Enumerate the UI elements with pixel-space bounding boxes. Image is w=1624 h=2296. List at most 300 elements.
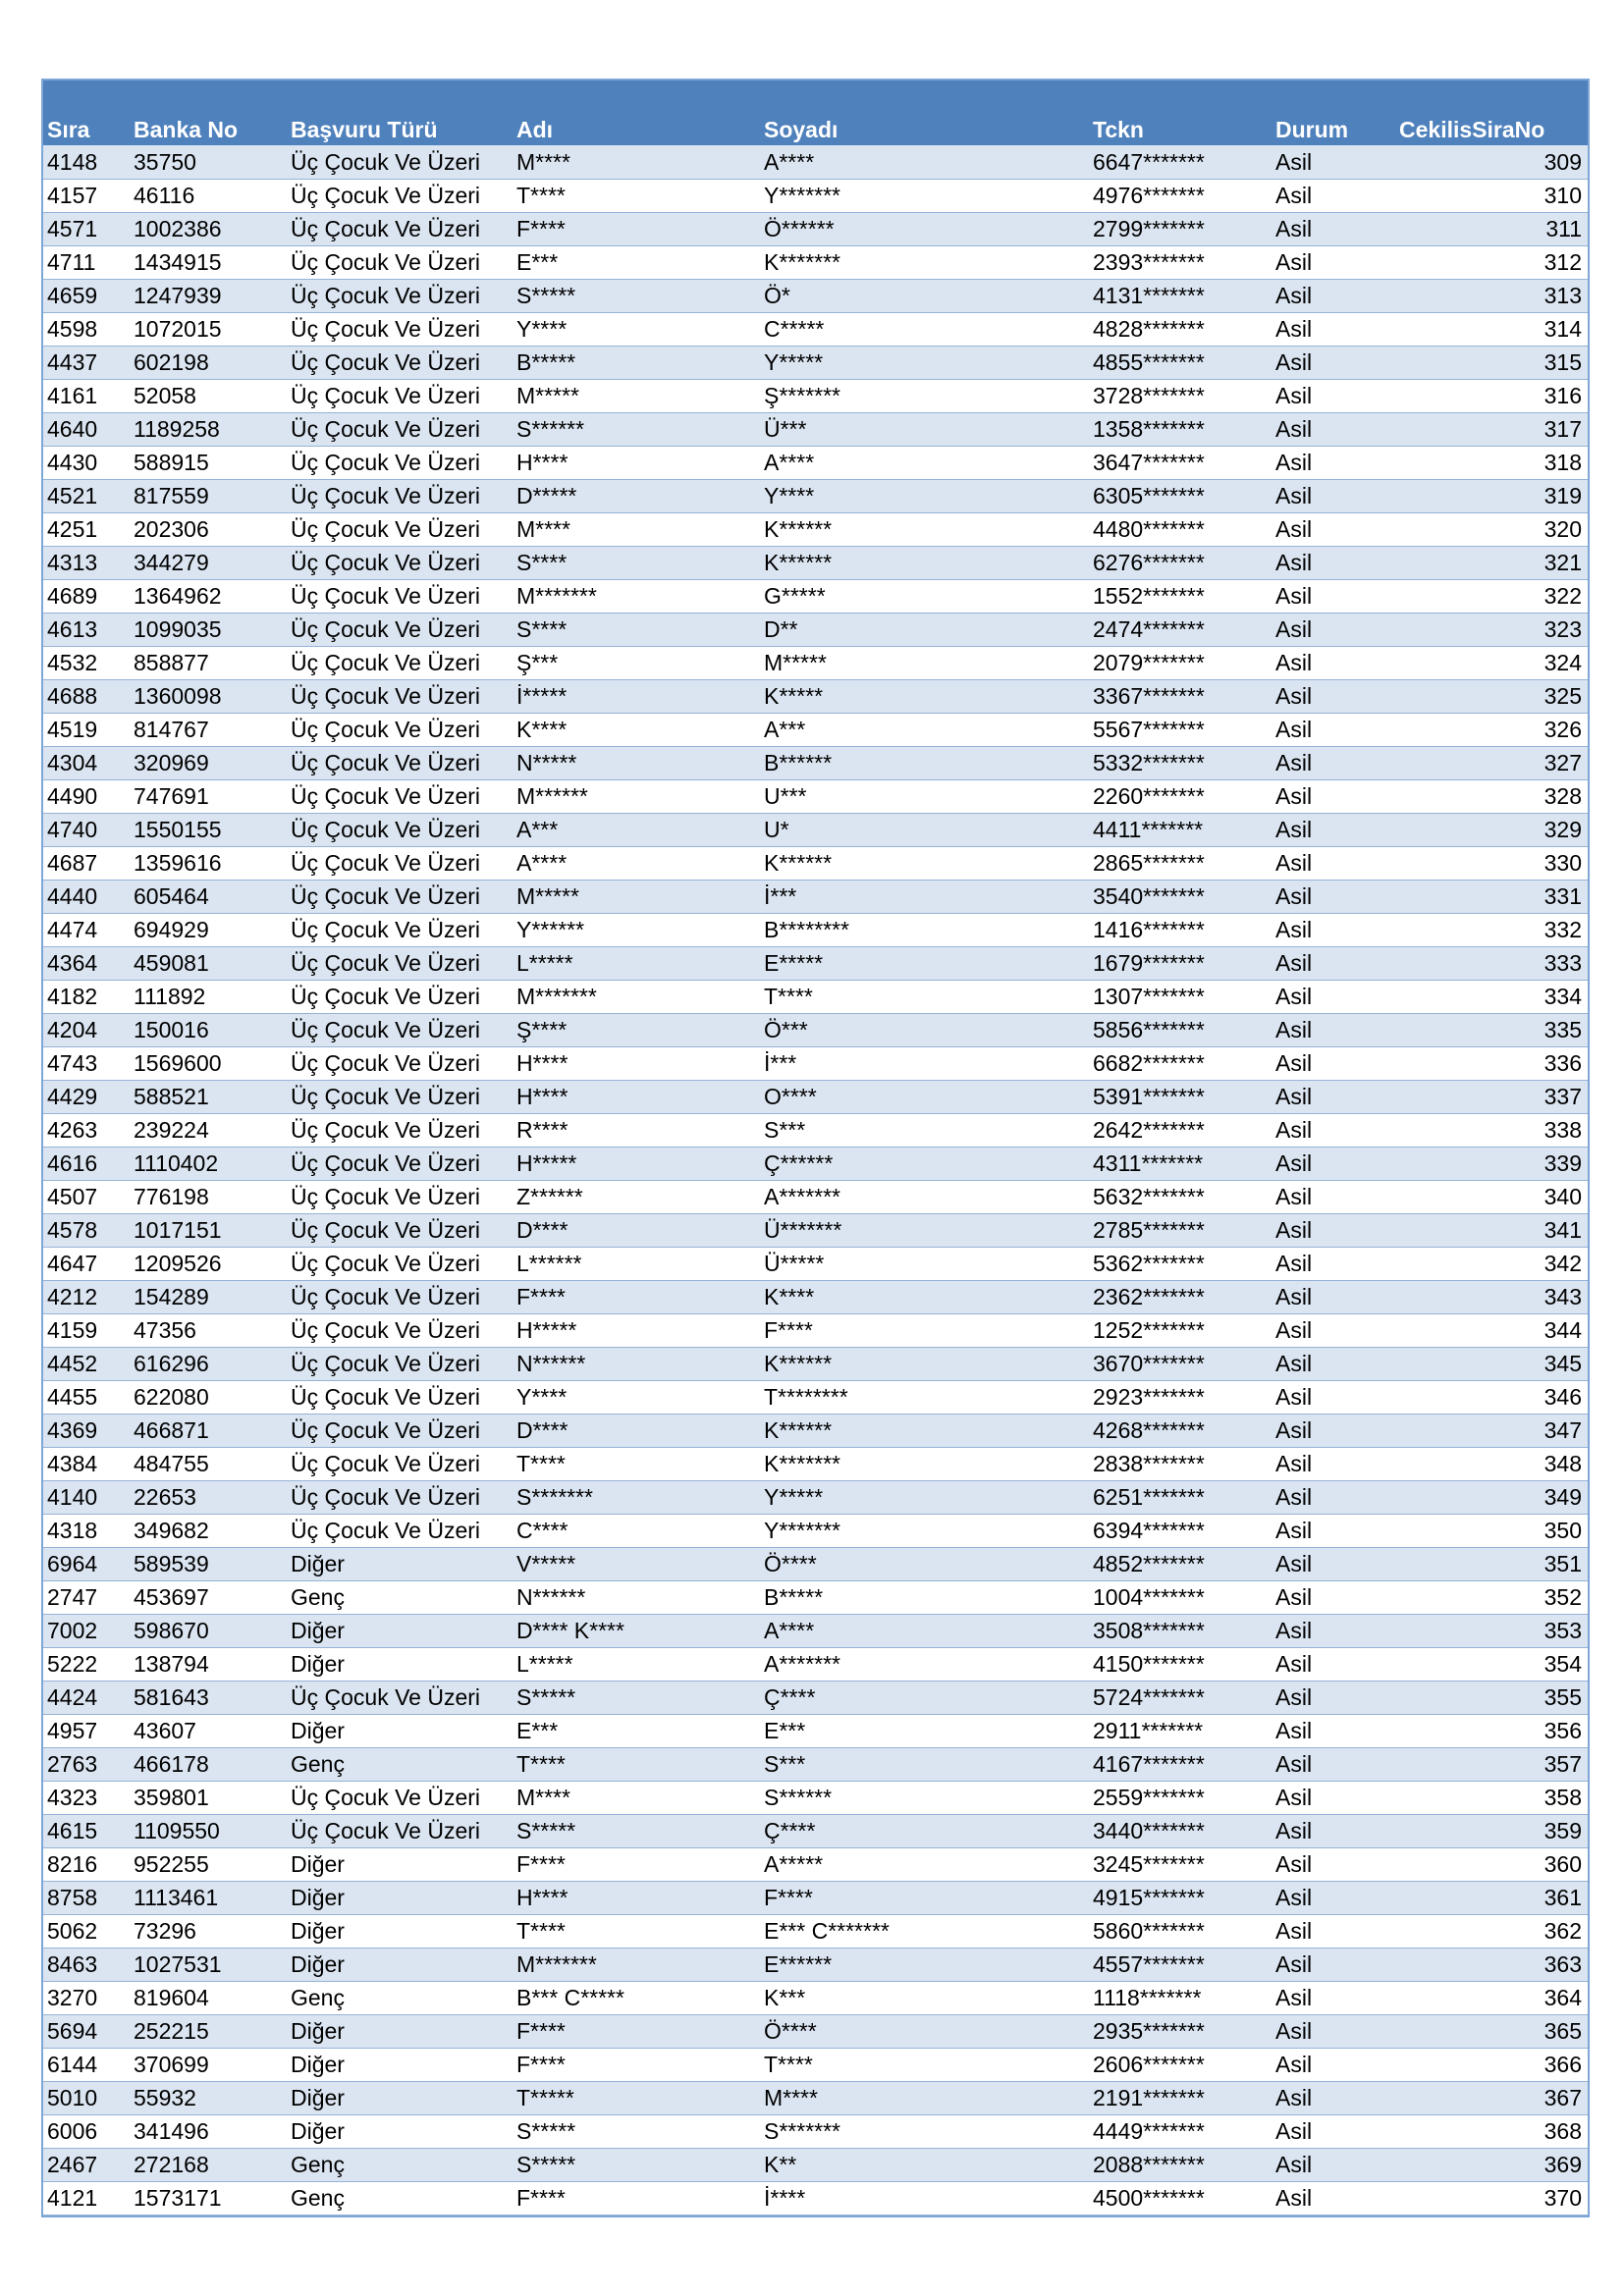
cell-banka-no: 1364962 — [130, 579, 287, 613]
cell-tckn: 2079******* — [1089, 646, 1272, 679]
cell-basvuru-turu: Genç — [287, 1580, 513, 1614]
cell-tckn: 6276******* — [1089, 546, 1272, 579]
cell-tckn: 3440******* — [1089, 1814, 1272, 1847]
cell-durum: Asil — [1272, 2114, 1395, 2148]
cell-tckn: 5391******* — [1089, 1080, 1272, 1113]
cell-adi: M***** — [513, 880, 760, 913]
cell-basvuru-turu: Üç Çocuk Ve Üzeri — [287, 346, 513, 379]
table-row — [43, 2114, 1588, 2148]
cell-soyadi: İ**** — [760, 2181, 1089, 2215]
cell-cekilis-sira-no: 367 — [1395, 2081, 1588, 2114]
cell-adi: A**** — [513, 846, 760, 880]
cell-adi: S****** — [513, 412, 760, 446]
cell-durum: Asil — [1272, 1948, 1395, 1981]
cell-banka-no: 320969 — [130, 746, 287, 779]
cell-basvuru-turu: Üç Çocuk Ve Üzeri — [287, 1480, 513, 1514]
cell-tckn: 4852******* — [1089, 1547, 1272, 1580]
cell-cekilis-sira-no: 340 — [1395, 1180, 1588, 1213]
cell-tckn: 2923******* — [1089, 1380, 1272, 1414]
cell-basvuru-turu: Diğer — [287, 1948, 513, 1981]
cell-basvuru-turu: Üç Çocuk Ve Üzeri — [287, 1147, 513, 1180]
cell-sira: 4507 — [43, 1180, 130, 1213]
cell-basvuru-turu: Üç Çocuk Ve Üzeri — [287, 1313, 513, 1347]
cell-banka-no: 239224 — [130, 1113, 287, 1147]
table-row — [43, 212, 1588, 245]
cell-adi: S***** — [513, 2114, 760, 2148]
cell-tckn: 5362******* — [1089, 1247, 1272, 1280]
cell-durum: Asil — [1272, 1747, 1395, 1781]
cell-cekilis-sira-no: 346 — [1395, 1380, 1588, 1414]
cell-durum: Asil — [1272, 1480, 1395, 1514]
cell-sira: 4182 — [43, 980, 130, 1013]
table-row — [43, 679, 1588, 713]
table-row — [43, 479, 1588, 512]
cell-tckn: 2865******* — [1089, 846, 1272, 880]
cell-tckn: 6647******* — [1089, 145, 1272, 179]
cell-banka-no: 1027531 — [130, 1948, 287, 1981]
table-row — [43, 412, 1588, 446]
cell-basvuru-turu: Diğer — [287, 2114, 513, 2148]
cell-basvuru-turu: Üç Çocuk Ve Üzeri — [287, 880, 513, 913]
cell-tckn: 5567******* — [1089, 713, 1272, 746]
cell-cekilis-sira-no: 311 — [1395, 212, 1588, 245]
cell-tckn: 5856******* — [1089, 1013, 1272, 1046]
cell-cekilis-sira-no: 353 — [1395, 1614, 1588, 1647]
cell-basvuru-turu: Üç Çocuk Ve Üzeri — [287, 646, 513, 679]
cell-soyadi: Ü******* — [760, 1213, 1089, 1247]
cell-cekilis-sira-no: 336 — [1395, 1046, 1588, 1080]
cell-banka-no: 1209526 — [130, 1247, 287, 1280]
cell-banka-no: 952255 — [130, 1847, 287, 1881]
table-header — [43, 80, 1588, 145]
cell-soyadi: E*** C******* — [760, 1914, 1089, 1948]
cell-soyadi: K******* — [760, 1447, 1089, 1480]
cell-sira: 4429 — [43, 1080, 130, 1113]
cell-basvuru-turu: Üç Çocuk Ve Üzeri — [287, 1180, 513, 1213]
cell-soyadi: Y******* — [760, 1514, 1089, 1547]
cell-basvuru-turu: Üç Çocuk Ve Üzeri — [287, 1380, 513, 1414]
cell-tckn: 3245******* — [1089, 1847, 1272, 1881]
cell-soyadi: Y******* — [760, 179, 1089, 212]
cell-soyadi: Ç**** — [760, 1681, 1089, 1714]
cell-cekilis-sira-no: 323 — [1395, 613, 1588, 646]
cell-adi: F**** — [513, 2181, 760, 2215]
cell-sira: 4647 — [43, 1247, 130, 1280]
cell-sira: 4204 — [43, 1013, 130, 1046]
table-row — [43, 1614, 1588, 1647]
cell-cekilis-sira-no: 324 — [1395, 646, 1588, 679]
cell-tckn: 3508******* — [1089, 1614, 1272, 1647]
cell-tckn: 4915******* — [1089, 1881, 1272, 1914]
cell-basvuru-turu: Diğer — [287, 1647, 513, 1681]
cell-durum: Asil — [1272, 1247, 1395, 1280]
cell-sira: 4740 — [43, 813, 130, 846]
cell-sira: 6144 — [43, 2048, 130, 2081]
cell-adi: E*** — [513, 245, 760, 279]
table-row — [43, 1380, 1588, 1414]
cell-tckn: 2799******* — [1089, 212, 1272, 245]
cell-cekilis-sira-no: 357 — [1395, 1747, 1588, 1781]
cell-sira: 4571 — [43, 212, 130, 245]
cell-cekilis-sira-no: 358 — [1395, 1781, 1588, 1814]
column-header-soyadi: Soyadı — [764, 117, 839, 142]
table-row — [43, 379, 1588, 412]
cell-tckn: 6305******* — [1089, 479, 1272, 512]
cell-soyadi: A**** — [760, 145, 1089, 179]
cell-cekilis-sira-no: 343 — [1395, 1280, 1588, 1313]
cell-sira: 4437 — [43, 346, 130, 379]
table-row — [43, 1847, 1588, 1881]
cell-tckn: 4268******* — [1089, 1414, 1272, 1447]
cell-sira: 7002 — [43, 1614, 130, 1647]
cell-banka-no: 1359616 — [130, 846, 287, 880]
cell-basvuru-turu: Üç Çocuk Ve Üzeri — [287, 1514, 513, 1547]
cell-soyadi: E***** — [760, 946, 1089, 980]
cell-adi: B*** C***** — [513, 1981, 760, 2014]
cell-soyadi: Y***** — [760, 1480, 1089, 1514]
cell-cekilis-sira-no: 325 — [1395, 679, 1588, 713]
cell-sira: 4455 — [43, 1380, 130, 1414]
cell-tckn: 4150******* — [1089, 1647, 1272, 1681]
cell-sira: 4313 — [43, 546, 130, 579]
cell-soyadi: K****** — [760, 846, 1089, 880]
cell-basvuru-turu: Diğer — [287, 2048, 513, 2081]
cell-soyadi: Ö*** — [760, 1013, 1089, 1046]
cell-sira: 4304 — [43, 746, 130, 779]
cell-tckn: 4167******* — [1089, 1747, 1272, 1781]
cell-soyadi: B***** — [760, 1580, 1089, 1614]
cell-basvuru-turu: Üç Çocuk Ve Üzeri — [287, 679, 513, 713]
cell-sira: 4251 — [43, 512, 130, 546]
cell-sira: 6964 — [43, 1547, 130, 1580]
cell-banka-no: 35750 — [130, 145, 287, 179]
cell-basvuru-turu: Diğer — [287, 1714, 513, 1747]
cell-cekilis-sira-no: 355 — [1395, 1681, 1588, 1714]
cell-basvuru-turu: Genç — [287, 1747, 513, 1781]
cell-durum: Asil — [1272, 846, 1395, 880]
cell-cekilis-sira-no: 333 — [1395, 946, 1588, 980]
cell-banka-no: 1109550 — [130, 1814, 287, 1847]
cell-banka-no: 349682 — [130, 1514, 287, 1547]
cell-adi: F**** — [513, 2048, 760, 2081]
cell-cekilis-sira-no: 310 — [1395, 179, 1588, 212]
cell-cekilis-sira-no: 330 — [1395, 846, 1588, 880]
cell-banka-no: 588521 — [130, 1080, 287, 1113]
cell-sira: 4121 — [43, 2181, 130, 2215]
table-row — [43, 1213, 1588, 1247]
cell-tckn: 1679******* — [1089, 946, 1272, 980]
table-row — [43, 2181, 1588, 2215]
cell-banka-no: 588915 — [130, 446, 287, 479]
cell-soyadi: M**** — [760, 2081, 1089, 2114]
cell-cekilis-sira-no: 321 — [1395, 546, 1588, 579]
cell-sira: 5062 — [43, 1914, 130, 1948]
cell-durum: Asil — [1272, 1814, 1395, 1847]
cell-durum: Asil — [1272, 880, 1395, 913]
table-row — [43, 1747, 1588, 1781]
cell-durum: Asil — [1272, 779, 1395, 813]
cell-tckn: 5724******* — [1089, 1681, 1272, 1714]
table-row — [43, 1480, 1588, 1514]
cell-soyadi: Y**** — [760, 479, 1089, 512]
cell-tckn: 4855******* — [1089, 346, 1272, 379]
cell-soyadi: M***** — [760, 646, 1089, 679]
cell-banka-no: 819604 — [130, 1981, 287, 2014]
cell-basvuru-turu: Üç Çocuk Ve Üzeri — [287, 846, 513, 880]
cell-soyadi: G***** — [760, 579, 1089, 613]
cell-durum: Asil — [1272, 1080, 1395, 1113]
cell-cekilis-sira-no: 354 — [1395, 1647, 1588, 1681]
cell-durum: Asil — [1272, 1113, 1395, 1147]
cell-durum: Asil — [1272, 2081, 1395, 2114]
cell-sira: 8216 — [43, 1847, 130, 1881]
cell-sira: 8463 — [43, 1948, 130, 1981]
draw-results-table — [43, 80, 1588, 2216]
cell-banka-no: 817559 — [130, 479, 287, 512]
cell-tckn: 1358******* — [1089, 412, 1272, 446]
table-row — [43, 880, 1588, 913]
cell-soyadi: B******** — [760, 913, 1089, 946]
cell-banka-no: 43607 — [130, 1714, 287, 1747]
cell-sira: 2467 — [43, 2148, 130, 2181]
cell-soyadi: S****** — [760, 1781, 1089, 1814]
table-row — [43, 546, 1588, 579]
cell-soyadi: D** — [760, 613, 1089, 646]
cell-basvuru-turu: Üç Çocuk Ve Üzeri — [287, 312, 513, 346]
cell-soyadi: F**** — [760, 1313, 1089, 1347]
cell-banka-no: 776198 — [130, 1180, 287, 1213]
cell-durum: Asil — [1272, 145, 1395, 179]
cell-sira: 5010 — [43, 2081, 130, 2114]
cell-basvuru-turu: Diğer — [287, 1547, 513, 1580]
cell-adi: K**** — [513, 713, 760, 746]
table-row — [43, 512, 1588, 546]
cell-tckn: 2606******* — [1089, 2048, 1272, 2081]
table-row — [43, 646, 1588, 679]
cell-durum: Asil — [1272, 2181, 1395, 2215]
cell-soyadi: U*** — [760, 779, 1089, 813]
cell-durum: Asil — [1272, 646, 1395, 679]
table-row — [43, 813, 1588, 846]
cell-soyadi: O**** — [760, 1080, 1089, 1113]
cell-sira: 4148 — [43, 145, 130, 179]
cell-cekilis-sira-no: 342 — [1395, 1247, 1588, 1280]
cell-banka-no: 466871 — [130, 1414, 287, 1447]
cell-durum: Asil — [1272, 2148, 1395, 2181]
cell-cekilis-sira-no: 326 — [1395, 713, 1588, 746]
cell-durum: Asil — [1272, 1347, 1395, 1380]
cell-sira: 4369 — [43, 1414, 130, 1447]
cell-tckn: 3647******* — [1089, 446, 1272, 479]
cell-soyadi: Ü*** — [760, 412, 1089, 446]
cell-cekilis-sira-no: 318 — [1395, 446, 1588, 479]
cell-soyadi: A******* — [760, 1180, 1089, 1213]
cell-durum: Asil — [1272, 613, 1395, 646]
cell-adi: L****** — [513, 1247, 760, 1280]
table-row — [43, 1914, 1588, 1948]
cell-sira: 4424 — [43, 1681, 130, 1714]
cell-soyadi: A**** — [760, 446, 1089, 479]
cell-basvuru-turu: Diğer — [287, 2014, 513, 2048]
cell-sira: 4711 — [43, 245, 130, 279]
cell-basvuru-turu: Genç — [287, 2148, 513, 2181]
cell-sira: 4161 — [43, 379, 130, 412]
cell-basvuru-turu: Üç Çocuk Ve Üzeri — [287, 479, 513, 512]
cell-durum: Asil — [1272, 713, 1395, 746]
cell-basvuru-turu: Diğer — [287, 1614, 513, 1647]
cell-sira: 4743 — [43, 1046, 130, 1080]
cell-soyadi: K****** — [760, 512, 1089, 546]
cell-tckn: 2838******* — [1089, 1447, 1272, 1480]
cell-soyadi: F**** — [760, 1881, 1089, 1914]
cell-soyadi: K*** — [760, 1981, 1089, 2014]
cell-adi: Y**** — [513, 1380, 760, 1414]
cell-adi: M**** — [513, 1781, 760, 1814]
table-row — [43, 2014, 1588, 2048]
cell-adi: T**** — [513, 1914, 760, 1948]
cell-durum: Asil — [1272, 946, 1395, 980]
cell-adi: D**** — [513, 1213, 760, 1247]
cell-sira: 4615 — [43, 1814, 130, 1847]
cell-cekilis-sira-no: 327 — [1395, 746, 1588, 779]
cell-tckn: 4311******* — [1089, 1147, 1272, 1180]
cell-durum: Asil — [1272, 980, 1395, 1013]
column-header-basvuru-turu: Başvuru Türü — [291, 117, 438, 142]
cell-tckn: 1118******* — [1089, 1981, 1272, 2014]
table-row — [43, 145, 1588, 179]
column-header-tckn: Tckn — [1093, 117, 1144, 142]
cell-durum: Asil — [1272, 813, 1395, 846]
cell-tckn: 1307******* — [1089, 980, 1272, 1013]
cell-adi: N****** — [513, 1580, 760, 1614]
cell-basvuru-turu: Diğer — [287, 1847, 513, 1881]
cell-basvuru-turu: Genç — [287, 2181, 513, 2215]
cell-cekilis-sira-no: 363 — [1395, 1948, 1588, 1981]
cell-banka-no: 1573171 — [130, 2181, 287, 2215]
cell-sira: 2747 — [43, 1580, 130, 1614]
cell-banka-no: 1113461 — [130, 1881, 287, 1914]
cell-soyadi: A**** — [760, 1614, 1089, 1647]
cell-tckn: 4500******* — [1089, 2181, 1272, 2215]
cell-basvuru-turu: Üç Çocuk Ve Üzeri — [287, 512, 513, 546]
table-row — [43, 579, 1588, 613]
cell-tckn: 4131******* — [1089, 279, 1272, 312]
cell-sira: 4521 — [43, 479, 130, 512]
cell-basvuru-turu: Üç Çocuk Ve Üzeri — [287, 279, 513, 312]
cell-adi: Ş*** — [513, 646, 760, 679]
cell-adi: A*** — [513, 813, 760, 846]
cell-adi: B***** — [513, 346, 760, 379]
cell-adi: S**** — [513, 613, 760, 646]
cell-basvuru-turu: Üç Çocuk Ve Üzeri — [287, 1814, 513, 1847]
cell-durum: Asil — [1272, 1781, 1395, 1814]
cell-banka-no: 55932 — [130, 2081, 287, 2114]
cell-basvuru-turu: Üç Çocuk Ve Üzeri — [287, 779, 513, 813]
cell-cekilis-sira-no: 316 — [1395, 379, 1588, 412]
cell-soyadi: K****** — [760, 546, 1089, 579]
cell-durum: Asil — [1272, 1981, 1395, 2014]
cell-banka-no: 252215 — [130, 2014, 287, 2048]
cell-tckn: 4976******* — [1089, 179, 1272, 212]
column-header-sira: Sıra — [47, 117, 90, 142]
table-row — [43, 713, 1588, 746]
cell-cekilis-sira-no: 350 — [1395, 1514, 1588, 1547]
cell-soyadi: Ç****** — [760, 1147, 1089, 1180]
cell-cekilis-sira-no: 348 — [1395, 1447, 1588, 1480]
cell-cekilis-sira-no: 319 — [1395, 479, 1588, 512]
cell-adi: F**** — [513, 2014, 760, 2048]
cell-cekilis-sira-no: 347 — [1395, 1414, 1588, 1447]
cell-tckn: 4557******* — [1089, 1948, 1272, 1981]
cell-banka-no: 1434915 — [130, 245, 287, 279]
cell-durum: Asil — [1272, 1847, 1395, 1881]
table-row — [43, 1981, 1588, 2014]
cell-tckn: 3367******* — [1089, 679, 1272, 713]
cell-banka-no: 359801 — [130, 1781, 287, 1814]
cell-sira: 6006 — [43, 2114, 130, 2148]
cell-adi: V***** — [513, 1547, 760, 1580]
cell-basvuru-turu: Üç Çocuk Ve Üzeri — [287, 980, 513, 1013]
cell-tckn: 1004******* — [1089, 1580, 1272, 1614]
cell-durum: Asil — [1272, 1881, 1395, 1914]
cell-basvuru-turu: Üç Çocuk Ve Üzeri — [287, 1414, 513, 1447]
cell-tckn: 2911******* — [1089, 1714, 1272, 1747]
cell-sira: 4519 — [43, 713, 130, 746]
cell-banka-no: 111892 — [130, 980, 287, 1013]
cell-sira: 4430 — [43, 446, 130, 479]
cell-adi: F**** — [513, 1280, 760, 1313]
cell-adi: H***** — [513, 1313, 760, 1347]
table-row — [43, 1147, 1588, 1180]
cell-cekilis-sira-no: 328 — [1395, 779, 1588, 813]
cell-banka-no: 1550155 — [130, 813, 287, 846]
cell-sira: 4323 — [43, 1781, 130, 1814]
cell-durum: Asil — [1272, 279, 1395, 312]
cell-durum: Asil — [1272, 1414, 1395, 1447]
table-row — [43, 779, 1588, 813]
cell-cekilis-sira-no: 332 — [1395, 913, 1588, 946]
table-row — [43, 312, 1588, 346]
cell-sira: 4687 — [43, 846, 130, 880]
cell-tckn: 2559******* — [1089, 1781, 1272, 1814]
cell-soyadi: E*** — [760, 1714, 1089, 1747]
cell-durum: Asil — [1272, 1147, 1395, 1180]
cell-tckn: 3728******* — [1089, 379, 1272, 412]
cell-cekilis-sira-no: 344 — [1395, 1313, 1588, 1347]
cell-adi: M***** — [513, 379, 760, 412]
results-table-container — [41, 79, 1590, 2217]
cell-cekilis-sira-no: 338 — [1395, 1113, 1588, 1147]
cell-banka-no: 1072015 — [130, 312, 287, 346]
cell-soyadi: T**** — [760, 2048, 1089, 2081]
cell-cekilis-sira-no: 312 — [1395, 245, 1588, 279]
cell-sira: 8758 — [43, 1881, 130, 1914]
cell-soyadi: E****** — [760, 1948, 1089, 1981]
cell-soyadi: C***** — [760, 312, 1089, 346]
cell-soyadi: Ö**** — [760, 2014, 1089, 2048]
cell-tckn: 2260******* — [1089, 779, 1272, 813]
table-row — [43, 846, 1588, 880]
cell-soyadi: S*** — [760, 1113, 1089, 1147]
cell-adi: Y**** — [513, 312, 760, 346]
cell-durum: Asil — [1272, 1013, 1395, 1046]
cell-banka-no: 484755 — [130, 1447, 287, 1480]
cell-soyadi: Ç**** — [760, 1814, 1089, 1847]
table-row — [43, 1280, 1588, 1313]
table-row — [43, 1247, 1588, 1280]
cell-banka-no: 1017151 — [130, 1213, 287, 1247]
cell-banka-no: 598670 — [130, 1614, 287, 1647]
